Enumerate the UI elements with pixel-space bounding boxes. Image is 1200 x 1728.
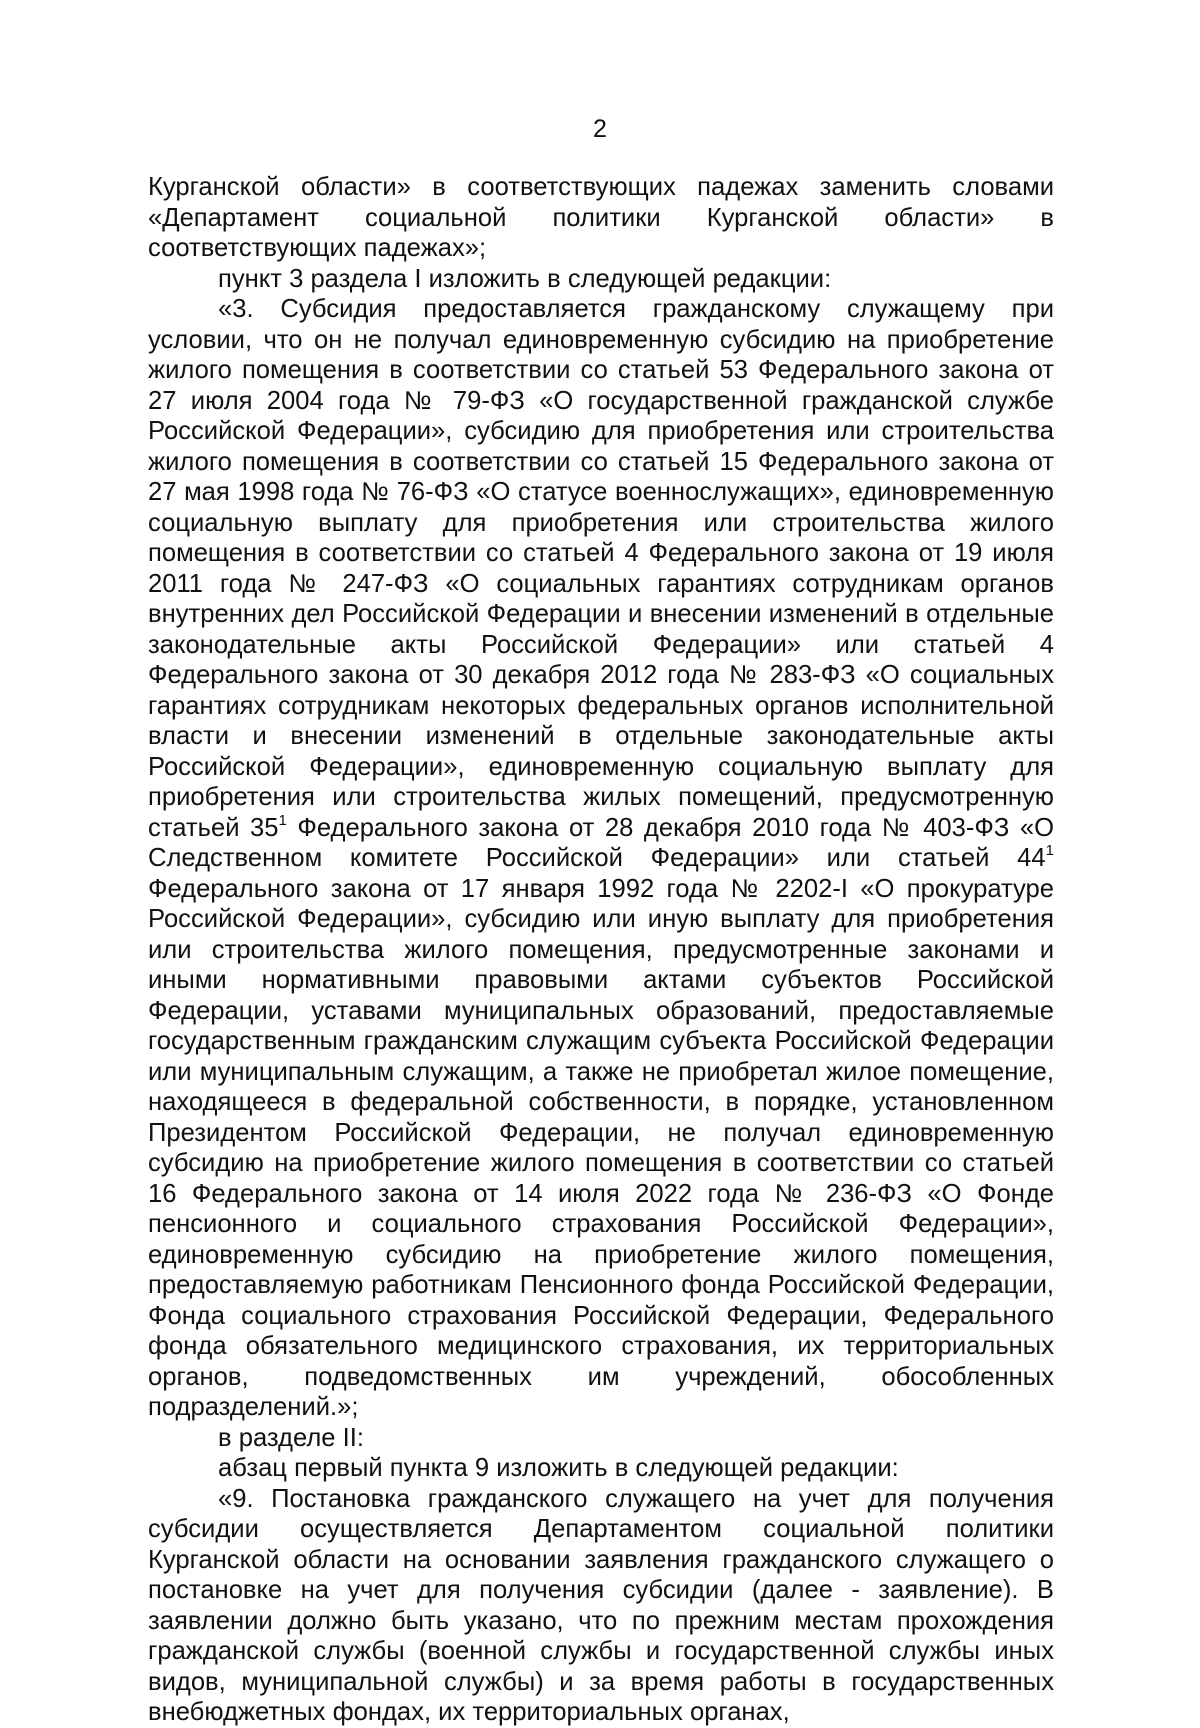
point-3-part-2: Федерального закона от 28 декабря 2010 года № 403-ФЗ «О Следственном комитете Российской Федерации» или статьей 44 <box>148 813 1054 872</box>
paragraph-point-3-text <box>148 294 1054 1423</box>
paragraph-section-2: в разделе II: <box>218 1423 364 1452</box>
superscript-1: 1 <box>278 811 287 829</box>
paragraph-point-3-intro: пункт 3 раздела I изложить в следующей редакции: <box>218 264 832 293</box>
paragraph-continuation: Курганской области» в соответствующих падежах заменить словами «Департамент социальной политики Курганской области» в соответствующих падежах»; <box>148 173 1054 262</box>
point-3-part-1: «3. Субсидия предоставляется гражданскому служащему при условии, что он не получал единовременную субсидию на приобретение жилого помещения в соответствии со статьей 53 Федерального закона от 27 июля 2004 года № 79-ФЗ «О государственной гражданской службе Российской Федерации», субсидию для приобретения или строительства жилого помещения в соответствии со статьей 15 Федерального закона от 27 мая 1998 года № 76-ФЗ «О статусе военнослужащих», единовременную социальную выплату для приобретения или строительства жилого помещения в соответствии со статьей 4 Федерального закона от 19 июля 2011 года № 247-ФЗ «О социальных гарантиях сотрудникам органов внутренних дел Российской Федерации и внесении изменений в отдельные законодательные акты Российской Федерации» или статьей 4 Федерального закона от 30 декабря 2012 года № 283-ФЗ «О социальных гарантиях сотрудникам некоторых федеральных органов исполнительной власти и внесении изменений в отдельные законодательные акты Российской Федерации», единовременную социальную выплату для приобретения или строительства жилых помещений, предусмотренную статьей 35 <box>148 295 1054 842</box>
paragraph-point-9-text: «9. Постановка гражданского служащего на учет для получения субсидии осуществляется Департаментом социальной политики Курганской области на основании заявления гражданского служащего о постановке на учет для получения субсидии (далее - заявление). В заявлении должно быть указано, что по прежним местам прохождения гражданской службы (военной службы и государственной службы иных видов, муниципальной службы) и за время работы в государственных внебюджетных фондах, их территориальных органах, <box>148 1484 1054 1726</box>
point-3-part-3: Федерального закона от 17 января 1992 года № 2202-I «О прокуратуре Российской Федерации», субсидию или иную выплату для приобретения или строительства жилого помещения, предусмотренные законами и иными нормативными правовыми актами субъектов Российской Федерации, уставами муниципальных образований, предоставляемые государственным гражданским служащим субъекта Российской Федерации или муниципальным служащим, а также не приобретал жилое помещение, находящееся в федеральной собственности, в порядке, установленном Президентом Российской Федерации, не получал единовременную субсидию на приобретение жилого помещения в соответствии со статьей 16 Федерального закона от 14 июля 2022 года № 236-ФЗ «О Фонде пенсионного и социального страхования Российской Федерации», единовременную субсидию на приобретение жилого помещения, предоставляемую работникам Пенсионного фонда Российской Федерации, Фонда социального страхования Российской Федерации, Федерального фонда обязательного медицинского страхования, их территориальных органов, подведомственных им учреждений, обособленных подразделений.»; <box>148 874 1054 1421</box>
document-body <box>148 172 1054 1728</box>
page-number: 2 <box>593 115 607 143</box>
paragraph-point-9-intro: абзац первый пункта 9 изложить в следующей редакции: <box>218 1454 899 1482</box>
superscript-2: 1 <box>1045 842 1054 860</box>
